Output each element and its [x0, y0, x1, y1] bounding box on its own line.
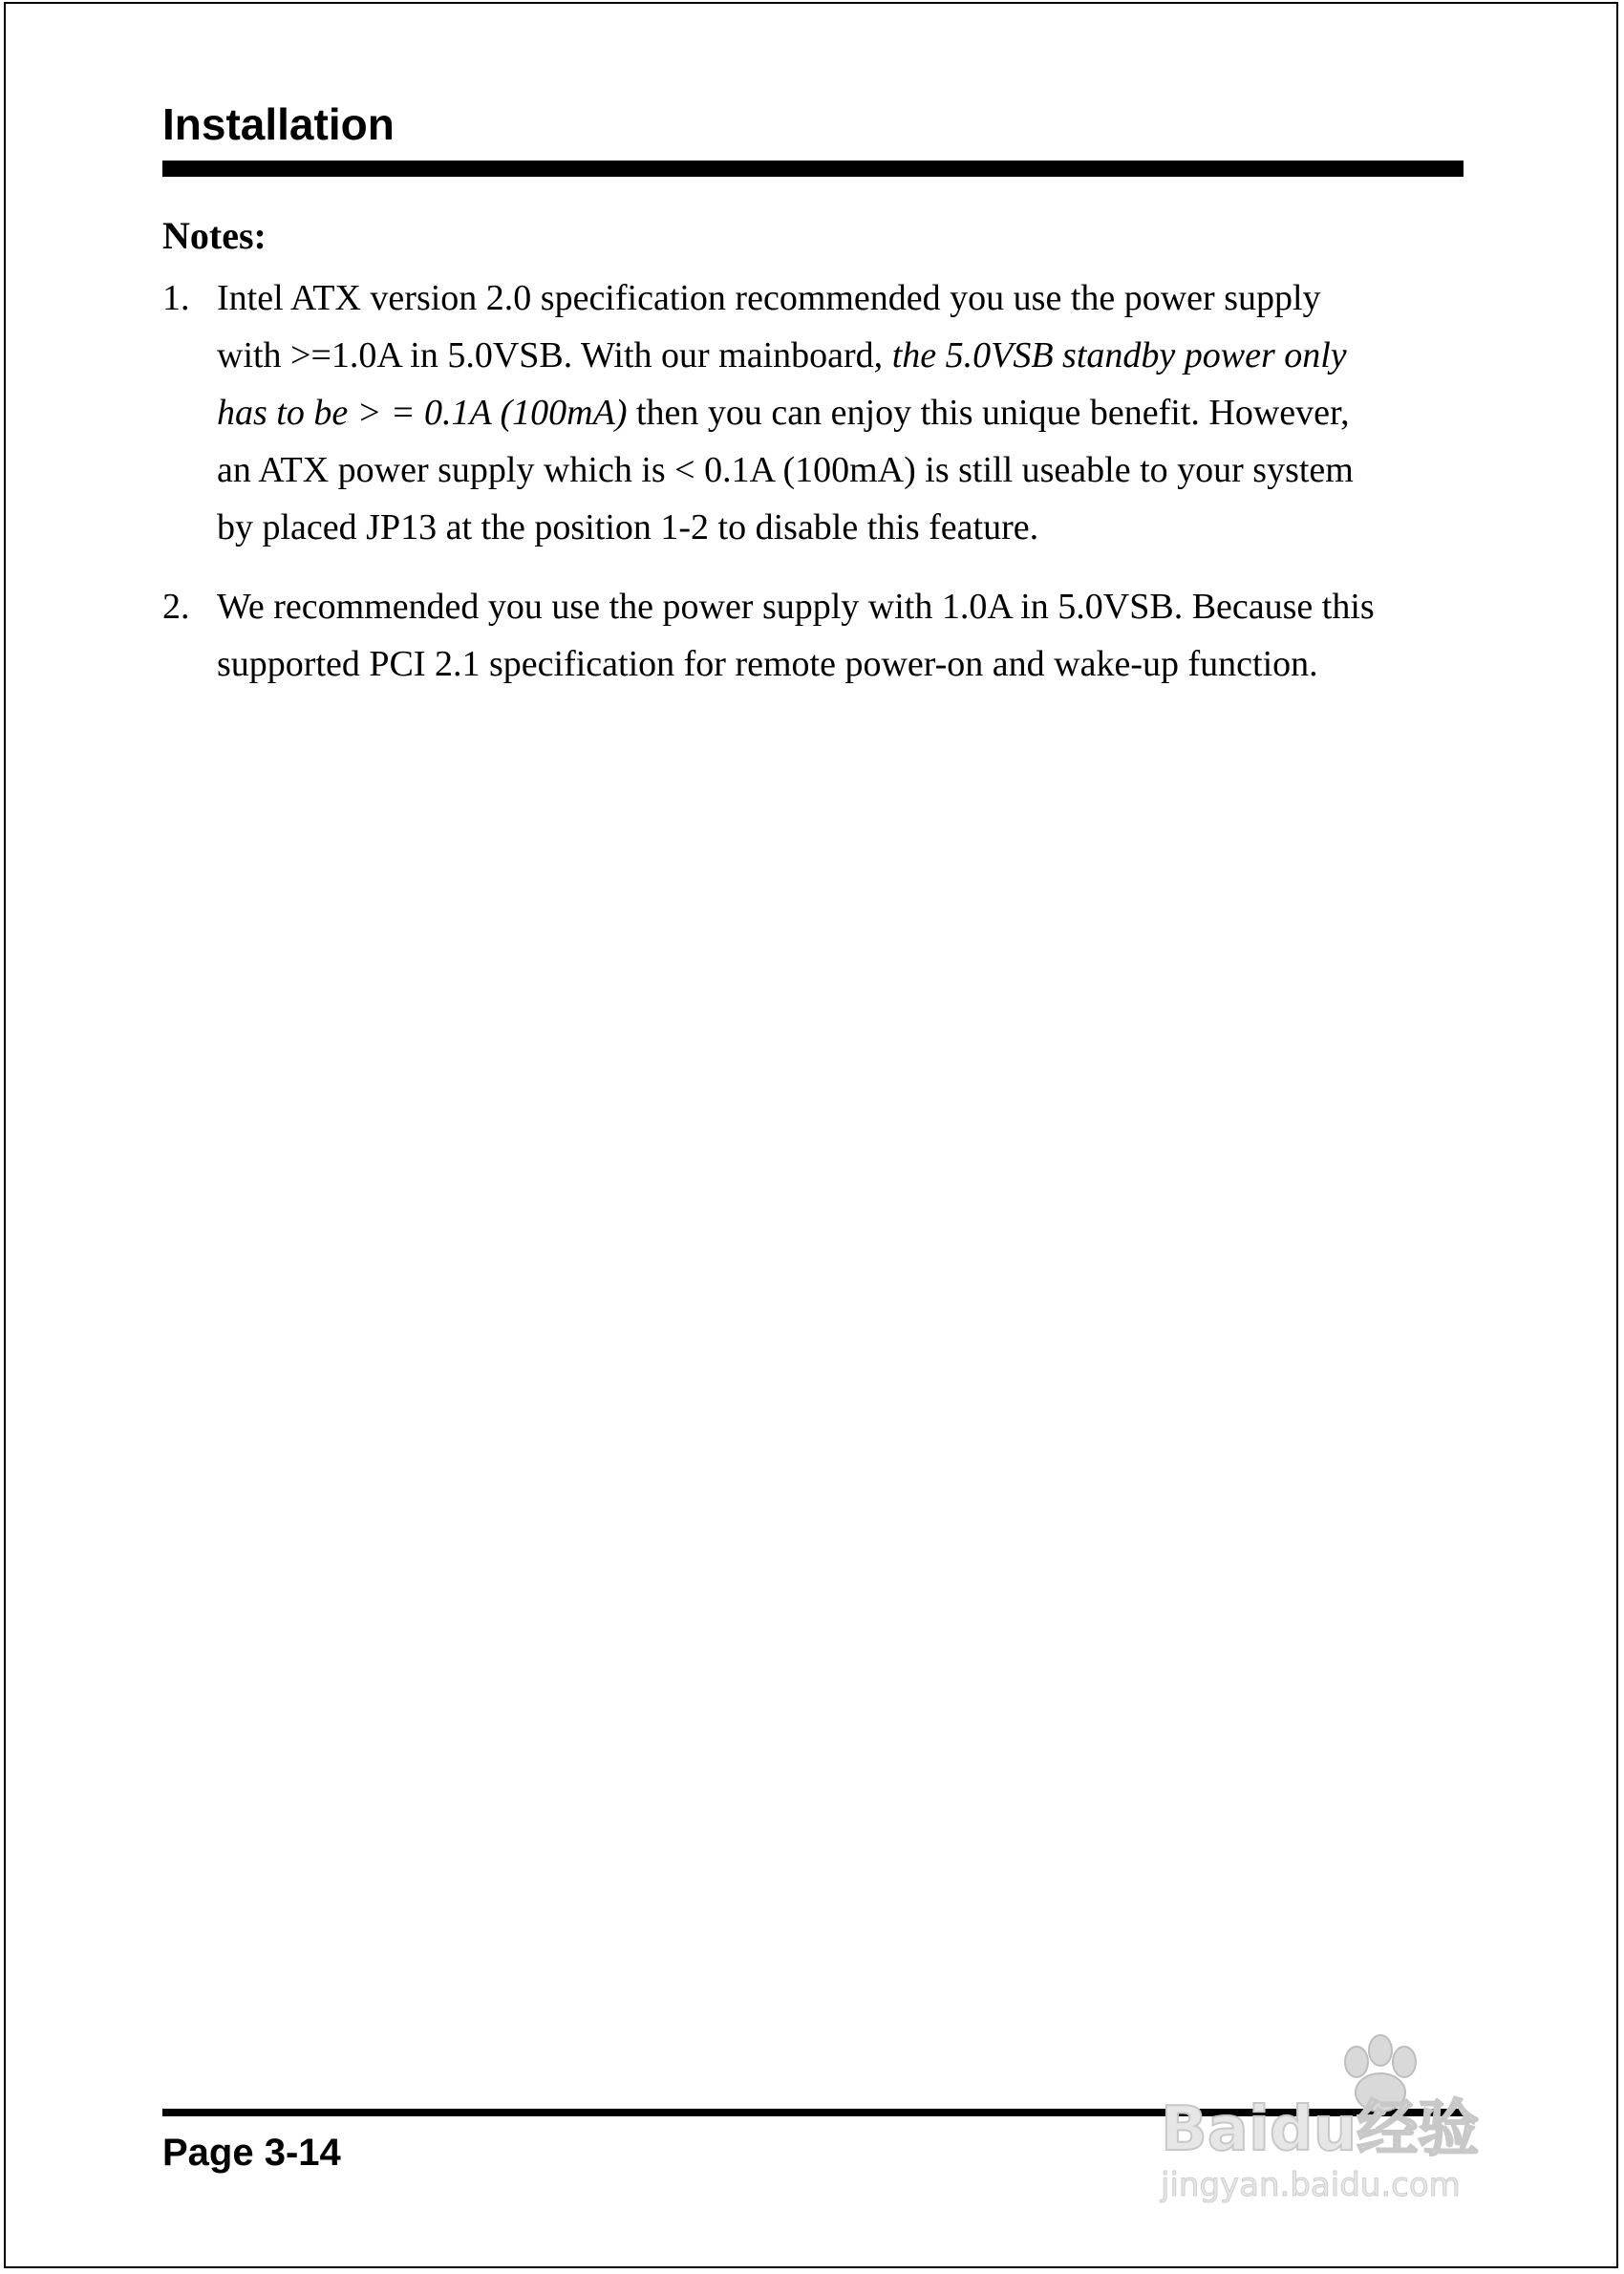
notes-heading: Notes:: [162, 214, 267, 257]
note-line: [217, 327, 1471, 384]
note-body: [217, 269, 1471, 556]
note-emphasis: has to be > = 0.1A (100mA): [217, 393, 628, 433]
note-line: We recommended you use the power supply with 1.0A in 5.0VSB. Because this: [217, 587, 1375, 627]
watermark-brand: Baidu经验: [1161, 2094, 1480, 2165]
watermark-url: jingyan.baidu.com: [1161, 2166, 1461, 2204]
note-number: 2.: [162, 587, 190, 627]
note-item-1: [162, 269, 1471, 556]
note-line: an ATX power supply which is < 0.1A (100mA) is still useable to your system: [217, 450, 1354, 490]
note-line: Intel ATX version 2.0 specification recommended you use the power supply: [217, 278, 1321, 318]
note-line: by placed JP13 at the position 1-2 to disable this feature.: [217, 507, 1039, 547]
note-line: [217, 384, 1471, 441]
note-text: then you can enjoy this unique benefit. However,: [627, 393, 1350, 433]
baidu-watermark-logo: [1151, 2026, 1533, 2217]
title-rule: [162, 161, 1464, 177]
note-emphasis: the 5.0VSB standby power only: [891, 335, 1347, 375]
note-item-2: [162, 578, 1471, 693]
note-line: supported PCI 2.1 specification for remote power-on and wake-up function.: [217, 644, 1318, 684]
note-text: with >=1.0A in 5.0VSB. With our mainboard,: [217, 335, 892, 375]
note-number: 1.: [162, 278, 190, 318]
note-body: [217, 578, 1471, 693]
page-number: Page 3-14: [162, 2132, 341, 2174]
section-title: Installation: [162, 99, 395, 149]
